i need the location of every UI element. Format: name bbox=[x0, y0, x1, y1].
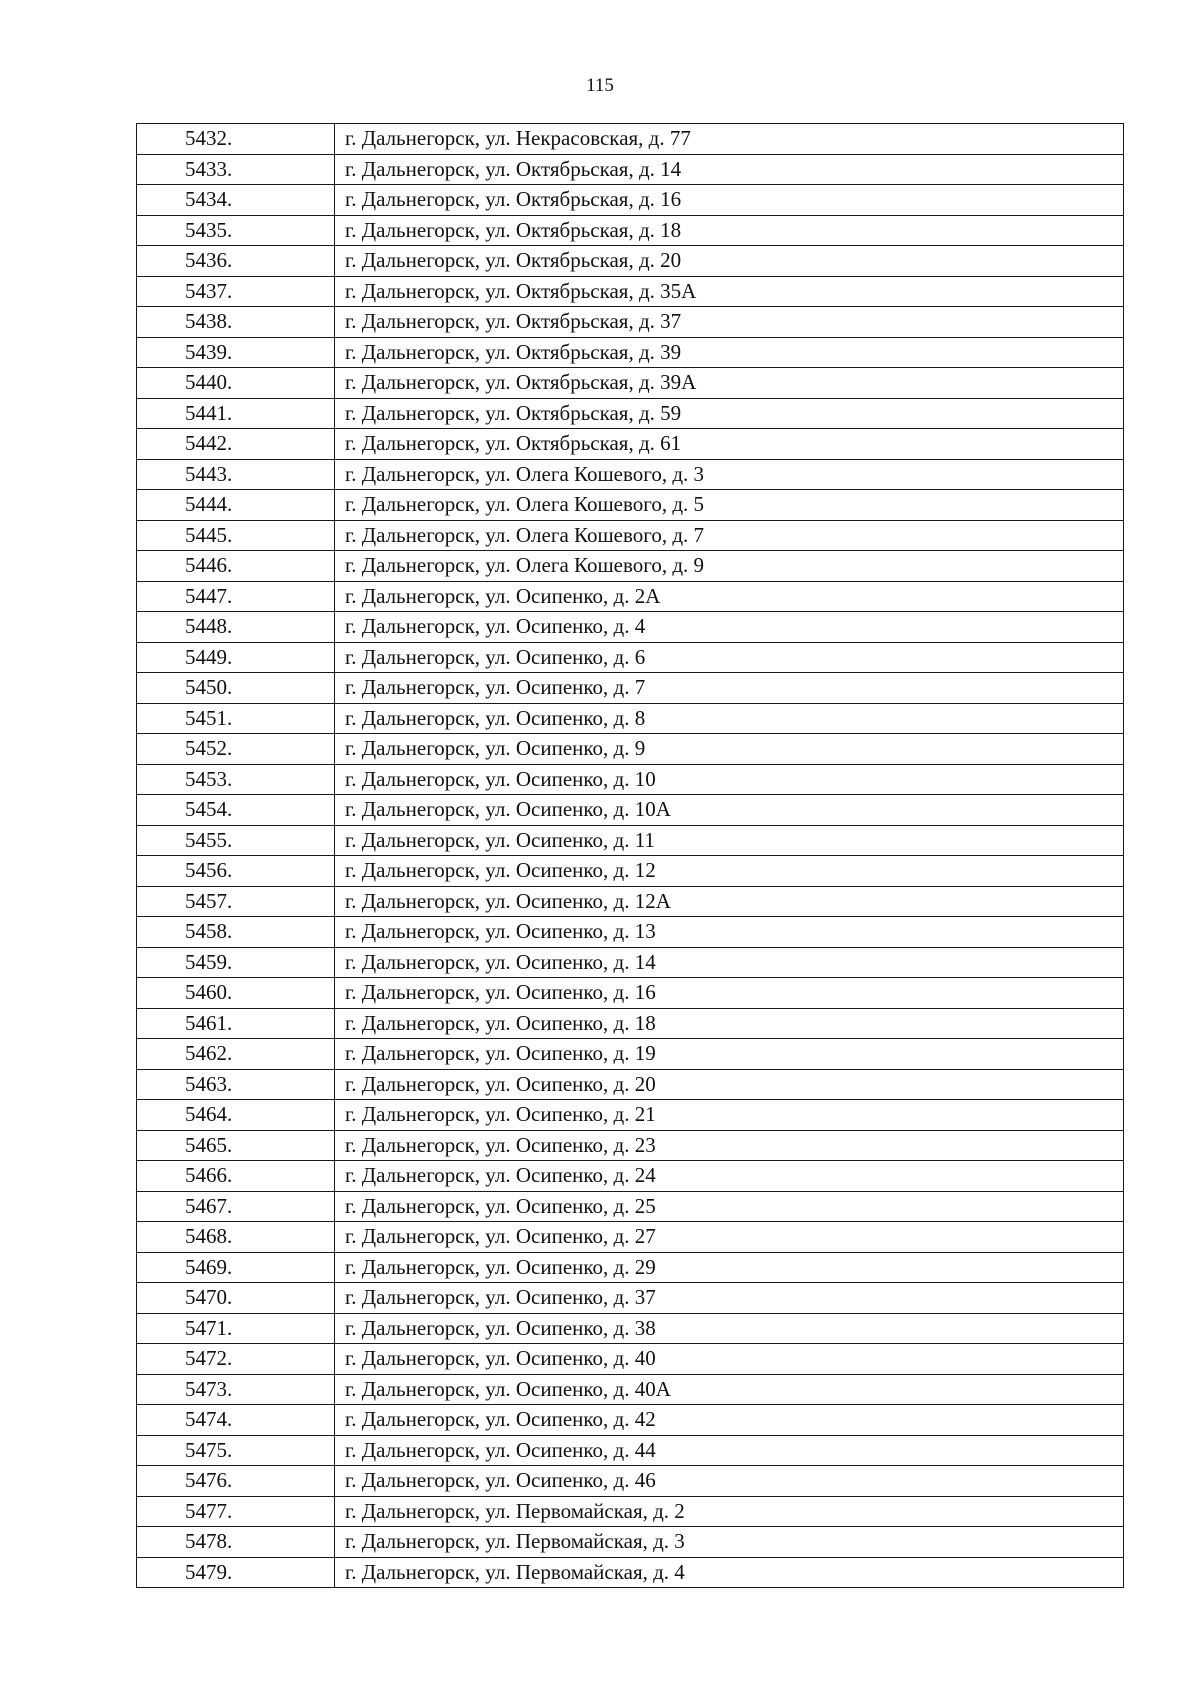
table-row bbox=[137, 581, 1124, 612]
address-cell: г. Дальнегорск, ул. Осипенко, д. 16 bbox=[335, 978, 1124, 1009]
address-cell: г. Дальнегорск, ул. Олега Кошевого, д. 9 bbox=[335, 551, 1124, 582]
address-cell: г. Дальнегорск, ул. Осипенко, д. 21 bbox=[335, 1100, 1124, 1131]
address-cell: г. Дальнегорск, ул. Осипенко, д. 46 bbox=[335, 1466, 1124, 1497]
table-row bbox=[137, 1557, 1124, 1588]
address-cell: г. Дальнегорск, ул. Осипенко, д. 10А bbox=[335, 795, 1124, 826]
table-row bbox=[137, 1344, 1124, 1375]
row-number-cell: 5440. bbox=[137, 368, 335, 399]
table-row bbox=[137, 703, 1124, 734]
table-row bbox=[137, 612, 1124, 643]
address-cell: г. Дальнегорск, ул. Осипенко, д. 20 bbox=[335, 1069, 1124, 1100]
row-number-cell: 5455. bbox=[137, 825, 335, 856]
address-cell: г. Дальнегорск, ул. Октябрьская, д. 20 bbox=[335, 246, 1124, 277]
row-number-cell: 5474. bbox=[137, 1405, 335, 1436]
address-cell: г. Дальнегорск, ул. Осипенко, д. 13 bbox=[335, 917, 1124, 948]
row-number-cell: 5432. bbox=[137, 124, 335, 155]
table-row bbox=[137, 1435, 1124, 1466]
table-row bbox=[137, 1405, 1124, 1436]
address-cell: г. Дальнегорск, ул. Осипенко, д. 2А bbox=[335, 581, 1124, 612]
address-cell: г. Дальнегорск, ул. Осипенко, д. 6 bbox=[335, 642, 1124, 673]
table-row bbox=[137, 368, 1124, 399]
address-cell: г. Дальнегорск, ул. Осипенко, д. 14 bbox=[335, 947, 1124, 978]
table-row bbox=[137, 917, 1124, 948]
table-row bbox=[137, 124, 1124, 155]
row-number-cell: 5467. bbox=[137, 1191, 335, 1222]
table-row bbox=[137, 520, 1124, 551]
table-row bbox=[137, 490, 1124, 521]
row-number-cell: 5438. bbox=[137, 307, 335, 338]
address-cell: г. Дальнегорск, ул. Октябрьская, д. 59 bbox=[335, 398, 1124, 429]
row-number-cell: 5445. bbox=[137, 520, 335, 551]
row-number-cell: 5459. bbox=[137, 947, 335, 978]
table-row bbox=[137, 886, 1124, 917]
address-cell: г. Дальнегорск, ул. Первомайская, д. 4 bbox=[335, 1557, 1124, 1588]
row-number-cell: 5452. bbox=[137, 734, 335, 765]
table-row bbox=[137, 856, 1124, 887]
address-cell: г. Дальнегорск, ул. Осипенко, д. 29 bbox=[335, 1252, 1124, 1283]
address-cell: г. Дальнегорск, ул. Осипенко, д. 10 bbox=[335, 764, 1124, 795]
table-row bbox=[137, 1222, 1124, 1253]
address-cell: г. Дальнегорск, ул. Осипенко, д. 25 bbox=[335, 1191, 1124, 1222]
table-row bbox=[137, 307, 1124, 338]
table-row bbox=[137, 398, 1124, 429]
row-number-cell: 5462. bbox=[137, 1039, 335, 1070]
row-number-cell: 5478. bbox=[137, 1527, 335, 1558]
row-number-cell: 5468. bbox=[137, 1222, 335, 1253]
address-cell: г. Дальнегорск, ул. Осипенко, д. 24 bbox=[335, 1161, 1124, 1192]
table-row bbox=[137, 1466, 1124, 1497]
address-cell: г. Дальнегорск, ул. Осипенко, д. 18 bbox=[335, 1008, 1124, 1039]
table-row bbox=[137, 337, 1124, 368]
address-cell: г. Дальнегорск, ул. Осипенко, д. 40А bbox=[335, 1374, 1124, 1405]
address-cell: г. Дальнегорск, ул. Осипенко, д. 12 bbox=[335, 856, 1124, 887]
table-row bbox=[137, 185, 1124, 216]
table-row bbox=[137, 276, 1124, 307]
address-cell: г. Дальнегорск, ул. Осипенко, д. 37 bbox=[335, 1283, 1124, 1314]
row-number-cell: 5444. bbox=[137, 490, 335, 521]
address-cell: г. Дальнегорск, ул. Осипенко, д. 7 bbox=[335, 673, 1124, 704]
address-cell: г. Дальнегорск, ул. Олега Кошевого, д. 3 bbox=[335, 459, 1124, 490]
row-number-cell: 5472. bbox=[137, 1344, 335, 1375]
address-cell: г. Дальнегорск, ул. Осипенко, д. 11 bbox=[335, 825, 1124, 856]
address-cell: г. Дальнегорск, ул. Олега Кошевого, д. 7 bbox=[335, 520, 1124, 551]
address-cell: г. Дальнегорск, ул. Октябрьская, д. 35А bbox=[335, 276, 1124, 307]
address-cell: г. Дальнегорск, ул. Октябрьская, д. 39А bbox=[335, 368, 1124, 399]
address-cell: г. Дальнегорск, ул. Октябрьская, д. 14 bbox=[335, 154, 1124, 185]
address-cell: г. Дальнегорск, ул. Осипенко, д. 23 bbox=[335, 1130, 1124, 1161]
table-row bbox=[137, 215, 1124, 246]
address-cell: г. Дальнегорск, ул. Олега Кошевого, д. 5 bbox=[335, 490, 1124, 521]
row-number-cell: 5477. bbox=[137, 1496, 335, 1527]
table-row bbox=[137, 1100, 1124, 1131]
address-registry-body bbox=[137, 124, 1124, 1588]
row-number-cell: 5453. bbox=[137, 764, 335, 795]
table-row bbox=[137, 947, 1124, 978]
row-number-cell: 5470. bbox=[137, 1283, 335, 1314]
row-number-cell: 5464. bbox=[137, 1100, 335, 1131]
table-row bbox=[137, 154, 1124, 185]
row-number-cell: 5465. bbox=[137, 1130, 335, 1161]
table-row bbox=[137, 825, 1124, 856]
table-row bbox=[137, 1191, 1124, 1222]
address-cell: г. Дальнегорск, ул. Осипенко, д. 42 bbox=[335, 1405, 1124, 1436]
address-cell: г. Дальнегорск, ул. Октябрьская, д. 39 bbox=[335, 337, 1124, 368]
table-row bbox=[137, 1527, 1124, 1558]
address-cell: г. Дальнегорск, ул. Осипенко, д. 27 bbox=[335, 1222, 1124, 1253]
row-number-cell: 5450. bbox=[137, 673, 335, 704]
table-row bbox=[137, 978, 1124, 1009]
table-row bbox=[137, 673, 1124, 704]
table-row bbox=[137, 1008, 1124, 1039]
row-number-cell: 5439. bbox=[137, 337, 335, 368]
table-row bbox=[137, 1161, 1124, 1192]
table-row bbox=[137, 1283, 1124, 1314]
address-cell: г. Дальнегорск, ул. Первомайская, д. 2 bbox=[335, 1496, 1124, 1527]
address-cell: г. Дальнегорск, ул. Октябрьская, д. 18 bbox=[335, 215, 1124, 246]
table-row bbox=[137, 1130, 1124, 1161]
page-number: 115 bbox=[586, 75, 614, 96]
address-cell: г. Дальнегорск, ул. Осипенко, д. 40 bbox=[335, 1344, 1124, 1375]
address-cell: г. Дальнегорск, ул. Осипенко, д. 4 bbox=[335, 612, 1124, 643]
row-number-cell: 5447. bbox=[137, 581, 335, 612]
row-number-cell: 5436. bbox=[137, 246, 335, 277]
address-registry-table bbox=[136, 123, 1124, 1588]
row-number-cell: 5457. bbox=[137, 886, 335, 917]
table-row bbox=[137, 764, 1124, 795]
address-cell: г. Дальнегорск, ул. Первомайская, д. 3 bbox=[335, 1527, 1124, 1558]
address-cell: г. Дальнегорск, ул. Осипенко, д. 8 bbox=[335, 703, 1124, 734]
row-number-cell: 5435. bbox=[137, 215, 335, 246]
table-row bbox=[137, 429, 1124, 460]
row-number-cell: 5475. bbox=[137, 1435, 335, 1466]
row-number-cell: 5441. bbox=[137, 398, 335, 429]
row-number-cell: 5471. bbox=[137, 1313, 335, 1344]
row-number-cell: 5469. bbox=[137, 1252, 335, 1283]
row-number-cell: 5479. bbox=[137, 1557, 335, 1588]
row-number-cell: 5461. bbox=[137, 1008, 335, 1039]
table-row bbox=[137, 1069, 1124, 1100]
address-cell: г. Дальнегорск, ул. Осипенко, д. 19 bbox=[335, 1039, 1124, 1070]
table-row bbox=[137, 1313, 1124, 1344]
row-number-cell: 5437. bbox=[137, 276, 335, 307]
row-number-cell: 5460. bbox=[137, 978, 335, 1009]
row-number-cell: 5451. bbox=[137, 703, 335, 734]
table-row bbox=[137, 246, 1124, 277]
row-number-cell: 5454. bbox=[137, 795, 335, 826]
table-row bbox=[137, 1496, 1124, 1527]
row-number-cell: 5446. bbox=[137, 551, 335, 582]
row-number-cell: 5448. bbox=[137, 612, 335, 643]
table-row bbox=[137, 1039, 1124, 1070]
table-row bbox=[137, 459, 1124, 490]
table-row bbox=[137, 1374, 1124, 1405]
table-row bbox=[137, 734, 1124, 765]
address-cell: г. Дальнегорск, ул. Октябрьская, д. 61 bbox=[335, 429, 1124, 460]
address-cell: г. Дальнегорск, ул. Некрасовская, д. 77 bbox=[335, 124, 1124, 155]
row-number-cell: 5456. bbox=[137, 856, 335, 887]
row-number-cell: 5433. bbox=[137, 154, 335, 185]
row-number-cell: 5463. bbox=[137, 1069, 335, 1100]
address-cell: г. Дальнегорск, ул. Осипенко, д. 44 bbox=[335, 1435, 1124, 1466]
row-number-cell: 5434. bbox=[137, 185, 335, 216]
address-cell: г. Дальнегорск, ул. Октябрьская, д. 16 bbox=[335, 185, 1124, 216]
table-row bbox=[137, 795, 1124, 826]
row-number-cell: 5466. bbox=[137, 1161, 335, 1192]
address-cell: г. Дальнегорск, ул. Осипенко, д. 12А bbox=[335, 886, 1124, 917]
table-row bbox=[137, 642, 1124, 673]
table-row bbox=[137, 551, 1124, 582]
row-number-cell: 5449. bbox=[137, 642, 335, 673]
address-cell: г. Дальнегорск, ул. Октябрьская, д. 37 bbox=[335, 307, 1124, 338]
address-cell: г. Дальнегорск, ул. Осипенко, д. 9 bbox=[335, 734, 1124, 765]
row-number-cell: 5473. bbox=[137, 1374, 335, 1405]
row-number-cell: 5442. bbox=[137, 429, 335, 460]
address-cell: г. Дальнегорск, ул. Осипенко, д. 38 bbox=[335, 1313, 1124, 1344]
row-number-cell: 5458. bbox=[137, 917, 335, 948]
table-row bbox=[137, 1252, 1124, 1283]
row-number-cell: 5443. bbox=[137, 459, 335, 490]
row-number-cell: 5476. bbox=[137, 1466, 335, 1497]
